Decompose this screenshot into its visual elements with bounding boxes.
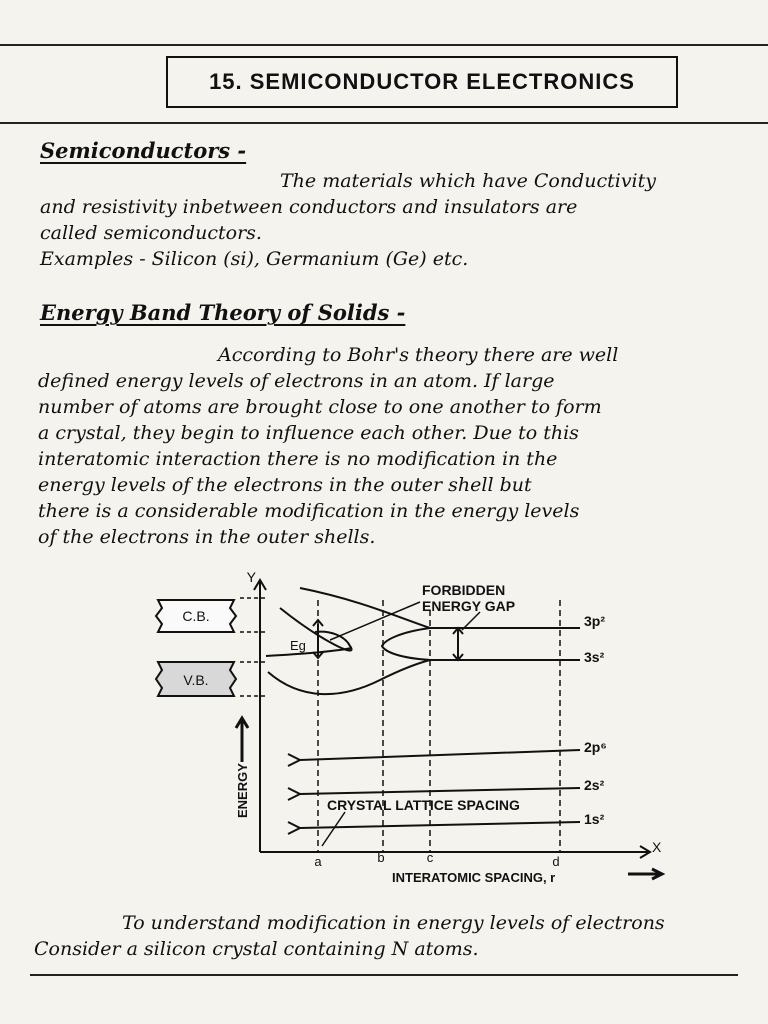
level-2p bbox=[288, 750, 580, 760]
point-b: b bbox=[377, 850, 385, 865]
level-3p-label: 3p² bbox=[584, 613, 605, 629]
text-line: The materials which have Conductivity bbox=[280, 170, 656, 192]
text-line: number of atoms are brought close to one another to form bbox=[38, 396, 602, 418]
section-heading-energy-band: Energy Band Theory of Solids - bbox=[40, 300, 406, 325]
text-line: To understand modification in energy levels of electrons bbox=[122, 912, 665, 934]
level-3s-label: 3s² bbox=[584, 649, 605, 665]
eg-label: Eg bbox=[290, 638, 306, 653]
text-line: there is a considerable modification in the energy levels bbox=[38, 500, 580, 522]
point-c: c bbox=[426, 850, 434, 865]
level-1s bbox=[288, 822, 580, 828]
band-3s-upper bbox=[266, 648, 352, 656]
x-axis-label: X bbox=[652, 839, 662, 855]
level-2s bbox=[288, 788, 580, 794]
vb-label: V.B. bbox=[183, 672, 209, 688]
forbidden-label-1: FORBIDDEN bbox=[422, 582, 506, 598]
text-line: and resistivity inbetween conductors and insulators are bbox=[40, 196, 578, 218]
level-1s-label: 1s² bbox=[584, 811, 605, 827]
section-heading-semiconductors: Semiconductors - bbox=[40, 138, 247, 163]
page-title: 15. SEMICONDUCTOR ELECTRONICS bbox=[166, 56, 678, 108]
cb-label: C.B. bbox=[182, 608, 210, 624]
text-line: Examples - Silicon (si), Germanium (Ge) etc. bbox=[40, 248, 469, 270]
text-line: called semiconductors. bbox=[40, 222, 262, 244]
y-axis-label: Y bbox=[246, 569, 256, 585]
band-3s-lower bbox=[268, 660, 430, 694]
crystal-spacing-label: CRYSTAL LATTICE SPACING bbox=[327, 797, 520, 813]
text-line: interatomic interaction there is no modification in the bbox=[38, 448, 558, 470]
footer-text bbox=[34, 910, 665, 962]
band-lens bbox=[382, 628, 430, 660]
x-axis-title: INTERATOMIC SPACING, r bbox=[392, 870, 556, 885]
point-a: a bbox=[314, 854, 322, 869]
text-line: defined energy levels of electrons in an atom. If large bbox=[38, 370, 555, 392]
text-line: Consider a silicon crystal containing N atoms. bbox=[34, 938, 479, 960]
text-line: of the electrons in the outer shells. bbox=[38, 526, 376, 548]
energy-axis-title: ENERGY bbox=[235, 763, 250, 818]
level-2p-label: 2p⁶ bbox=[584, 739, 607, 755]
level-2s-label: 2s² bbox=[584, 777, 605, 793]
text-line: energy levels of the electrons in the outer shell but bbox=[38, 474, 532, 496]
text-line: a crystal, they begin to influence each other. Due to this bbox=[38, 422, 579, 444]
forbidden-label-2: ENERGY GAP bbox=[422, 598, 516, 614]
point-d: d bbox=[552, 854, 560, 869]
text-line: According to Bohr's theory there are well bbox=[218, 344, 619, 366]
